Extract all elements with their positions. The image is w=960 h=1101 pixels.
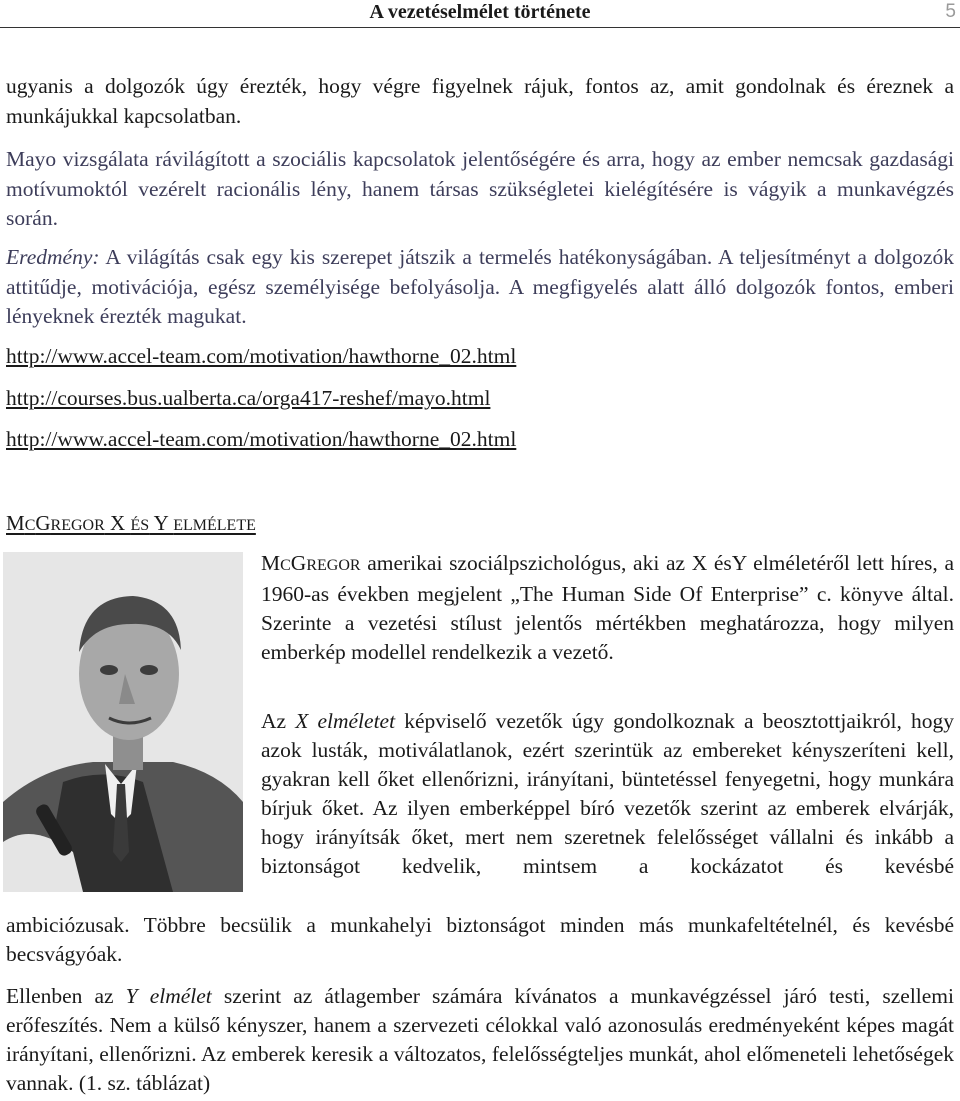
y-theory-term: Y elmélet [125, 984, 212, 1008]
link-hawthorne-1[interactable]: http://www.accel-team.com/motivation/hawthorne_02.html [6, 344, 517, 368]
paragraph-result [6, 243, 954, 332]
paragraph-mayo: Mayo vizsgálata rávilágított a szociális kapcsolatok jelentőségére és arra, hogy az ember nemcsak gazdasági motívumoktól vezérelt racionális lény, hanem társas szükségletei kielégítésére is vágyik a munkavégzés során. [6, 147, 954, 231]
header-title: A vezetéselmélet története [369, 1, 591, 23]
paragraph-y-theory: Ellenben az Y elmélet szerint az átlagember számára kívánatos a munkavégzéssel járó testi, szellemi erőfeszítés. Nem a külső kényszer, hanem a szervezeti célokkal való azonosulás eredményeként képes magát irányítani, ellenőrizni. Az emberek keresik a változatos, felelősségteljes munkát, ahol előmeneteli lehetőségek vannak. (1. sz. táblázat) [6, 984, 954, 1096]
paragraph-mcgregor-intro: MCGREGOR amerikai szociálpszichológus, aki az X ésY elméletéről lett híres, a 1960-as években megjelent „The Human Side Of Enterprise” c. könyve által. Szerinte a vezetési stílust jelentős mértékben meghatározza, hogy milyen emberkép modellel rendelkezik a vezető. [261, 551, 954, 665]
page-number: 5 [945, 1, 956, 22]
x-theory-term: X elméletet [295, 709, 396, 733]
mcgregor-portrait-photo [3, 552, 243, 892]
result-label: Eredmény: [6, 245, 100, 269]
section-heading: MCGREGOR X ÉS Y ELMÉLETE [6, 511, 256, 535]
result-text: A világítás csak egy kis szerepet játszik a termelés hatékonyságában. A teljesítményt a dolgozók attitűdje, motivációja, egész személyisége befolyásolja. A megfigyelés alatt álló dolgozók fontos, emberi lényeknek érezték magukat. [6, 245, 954, 329]
page-header [0, 0, 960, 28]
paragraph-x-theory-continued: ambiciózusak. Többre becsülik a munkahelyi biztonságot minden más munkafeltételnél, és kevésbé becsvágyóak. [6, 913, 954, 967]
link-mayo-ualberta[interactable]: http://courses.bus.ualberta.ca/orga417-reshef/mayo.html [6, 386, 491, 410]
link-hawthorne-2[interactable]: http://www.accel-team.com/motivation/hawthorne_02.html [6, 427, 517, 451]
paragraph-x-theory-side: Az X elméletet képviselő vezetők úgy gondolkoznak a beosztottjaikról, hogy azok lusták, motiválatlanok, ezért szerintük az embereket kényszeríteni kell, gyakran kell őket ellenőrizni, irányítani, büntetéssel fenyegetni, hogy munkára bírjuk őket. Az ilyen emberképpel bíró vezetők szerint az emberek elvárják, hogy irányítsák őket, mert nem szeretnek felelősséget vállalni és inkább a biztonságot kedvelik, mintsem a kockázatot és kevésbé [261, 709, 954, 879]
paragraph-continuation: ugyanis a dolgozók úgy érezték, hogy végre figyelnek rájuk, fontos az, amit gondolnak és éreznek a munkájukkal kapcsolatban. [6, 74, 954, 128]
